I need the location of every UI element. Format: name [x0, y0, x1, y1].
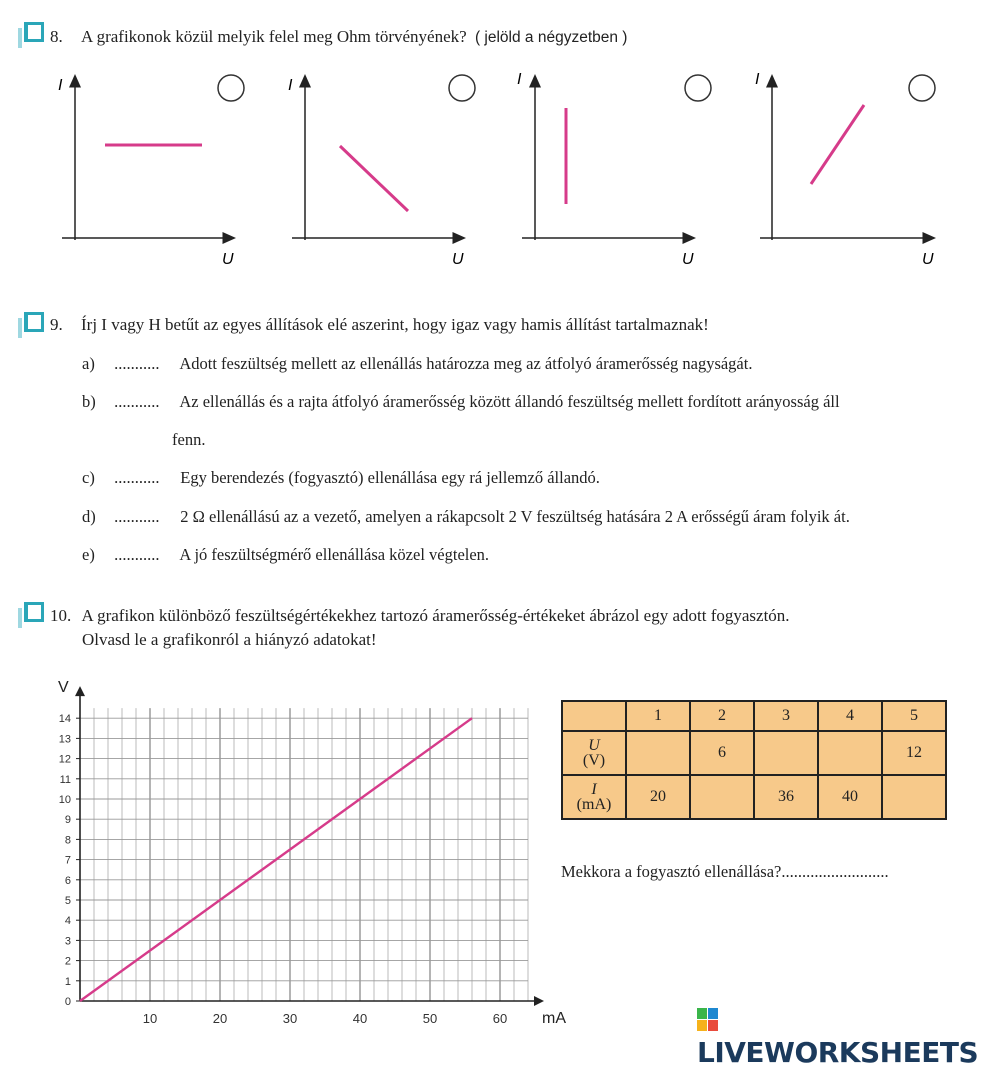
y-tick-label: 1 [64, 975, 71, 988]
current-cell[interactable]: 40 [818, 775, 882, 819]
statement-label: a) [82, 354, 95, 373]
question-marker-icon [18, 312, 44, 338]
y-tick-label: 7 [64, 854, 71, 867]
table-row-current [562, 775, 946, 819]
x-axis-label: U [682, 251, 694, 268]
table-header-row [562, 701, 946, 731]
graph-1 [58, 75, 244, 268]
y-tick-label: 0 [64, 996, 71, 1008]
row-label-unit: (V) [582, 752, 606, 769]
y-tick-label: 5 [64, 895, 71, 907]
x-tick-label: 30 [282, 1011, 298, 1026]
answer-circle[interactable] [218, 75, 244, 101]
answer-circle[interactable] [909, 75, 935, 101]
current-cell[interactable]: 20 [626, 775, 690, 819]
question-marker-icon [18, 22, 44, 48]
question-marker-icon [18, 602, 44, 628]
answer-blank[interactable]: ........... [114, 392, 160, 411]
y-tick-label: 3 [64, 935, 71, 948]
answer-blank[interactable]: ........... [114, 468, 160, 487]
x-axis-label: U [222, 251, 234, 268]
x-tick-label: 20 [212, 1011, 228, 1026]
voltage-current-chart [40, 675, 570, 1037]
data-table [561, 700, 947, 820]
question-text-line1: A grafikon különböző feszültségértékekhez tartozó áramerősség-értékeket ábrázol egy adott fogyasztón. [81, 606, 790, 625]
resistance-question[interactable]: Mekkora a fogyasztó ellenállása?.......................... [561, 862, 889, 881]
row-label-current [562, 775, 626, 819]
table-corner-cell [562, 701, 626, 731]
table-header-cell: 1 [626, 701, 690, 731]
statement-a [82, 354, 752, 374]
y-axis-arrow [75, 686, 85, 696]
x-tick-label: 40 [352, 1011, 368, 1026]
table-row-voltage [562, 731, 946, 775]
voltage-cell[interactable]: 12 [882, 731, 946, 775]
y-tick-label: 12 [58, 753, 71, 766]
question-number: 9. [50, 315, 63, 334]
answer-blank[interactable]: ........... [114, 354, 160, 373]
answer-blank[interactable]: ........... [114, 507, 160, 526]
question-8-header [50, 27, 627, 47]
answer-circle[interactable] [685, 75, 711, 101]
statement-e [82, 545, 489, 565]
y-tick-label: 2 [64, 955, 71, 968]
liveworksheets-logo-icon [697, 1008, 719, 1032]
graph-line [811, 105, 864, 184]
table-header-cell: 3 [754, 701, 818, 731]
y-axis-label: I [755, 71, 760, 88]
statement-text: Az ellenállás és a rajta átfolyó áramerősség között állandó feszültség mellett fordított arányosság áll [179, 392, 840, 411]
y-axis-label: I [58, 77, 63, 94]
voltage-cell[interactable] [626, 731, 690, 775]
graph-4 [755, 71, 935, 268]
x-axis-arrow [534, 996, 544, 1006]
y-tick-label: 10 [58, 794, 71, 806]
watermark [697, 1003, 1000, 1069]
row-label-voltage [562, 731, 626, 775]
statement-text: Adott feszültség mellett az ellenállás határozza meg az átfolyó áramerősség nagyságát. [179, 354, 753, 373]
question-9-header [50, 315, 709, 335]
statement-d [82, 507, 850, 527]
current-cell[interactable]: 36 [754, 775, 818, 819]
table-header-cell: 5 [882, 701, 946, 731]
y-tick-label: 8 [64, 834, 71, 847]
y-tick-label: 6 [64, 874, 71, 887]
statement-text: Egy berendezés (fogyasztó) ellenállása egy rá jellemző állandó. [180, 468, 600, 487]
voltage-cell[interactable]: 6 [690, 731, 754, 775]
ohm-graphs [0, 60, 1000, 275]
statement-label: c) [82, 468, 95, 487]
statement-text: 2 Ω ellenállású az a vezető, amelyen a rákapcsolt 2 V feszültség hatására 2 A erősségű áram folyik át. [180, 507, 850, 526]
graph-3 [517, 71, 711, 268]
statement-label: b) [82, 392, 96, 411]
y-tick-label: 14 [58, 713, 71, 726]
current-cell[interactable] [882, 775, 946, 819]
voltage-cell[interactable] [754, 731, 818, 775]
y-axis-label: I [288, 77, 293, 94]
answer-blank[interactable]: ........... [114, 545, 160, 564]
x-tick-label: 50 [422, 1011, 438, 1026]
statement-b [82, 392, 840, 412]
watermark-text: LIVEWORKSHEETS [697, 1036, 979, 1069]
statement-label: e) [82, 545, 95, 564]
y-axis-label: V [58, 679, 69, 697]
row-label-symbol: U [588, 737, 600, 754]
question-text: Írj I vagy H betűt az egyes állítások elé aszerint, hogy igaz vagy hamis állítást tartalmaznak! [81, 315, 709, 334]
row-label-unit: (mA) [576, 796, 612, 813]
statement-b-continuation: fenn. [172, 430, 206, 449]
x-axis-label: mA [542, 1010, 566, 1027]
graph-line [340, 146, 408, 211]
x-axis-label: U [922, 251, 934, 268]
row-label-symbol: I [591, 781, 597, 798]
table-header-cell: 2 [690, 701, 754, 731]
y-tick-label: 11 [59, 773, 71, 786]
question-hint: ( jelöld a négyzetben ) [474, 29, 628, 46]
question-number: 8. [50, 27, 63, 46]
current-cell[interactable] [690, 775, 754, 819]
y-axis-label: I [517, 71, 522, 88]
y-tick-label: 13 [58, 733, 71, 746]
question-text: A grafikonok közül melyik felel meg Ohm törvényének? [81, 27, 467, 46]
statement-label: d) [82, 507, 96, 526]
graph-2 [288, 75, 475, 268]
y-tick-label: 9 [64, 814, 71, 827]
question-10-header [50, 606, 790, 626]
question-number: 10. [50, 606, 72, 625]
x-tick-label: 60 [492, 1011, 508, 1026]
table-header-cell: 4 [818, 701, 882, 731]
answer-circle[interactable] [449, 75, 475, 101]
voltage-cell[interactable] [818, 731, 882, 775]
statement-text: A jó feszültségmérő ellenállása közel végtelen. [179, 545, 490, 564]
y-tick-label: 4 [64, 915, 71, 928]
x-tick-label: 10 [142, 1011, 158, 1026]
question-text-line2: Olvasd le a grafikonról a hiányzó adatokat! [82, 630, 377, 649]
statement-c [82, 468, 600, 488]
x-axis-label: U [452, 251, 464, 268]
